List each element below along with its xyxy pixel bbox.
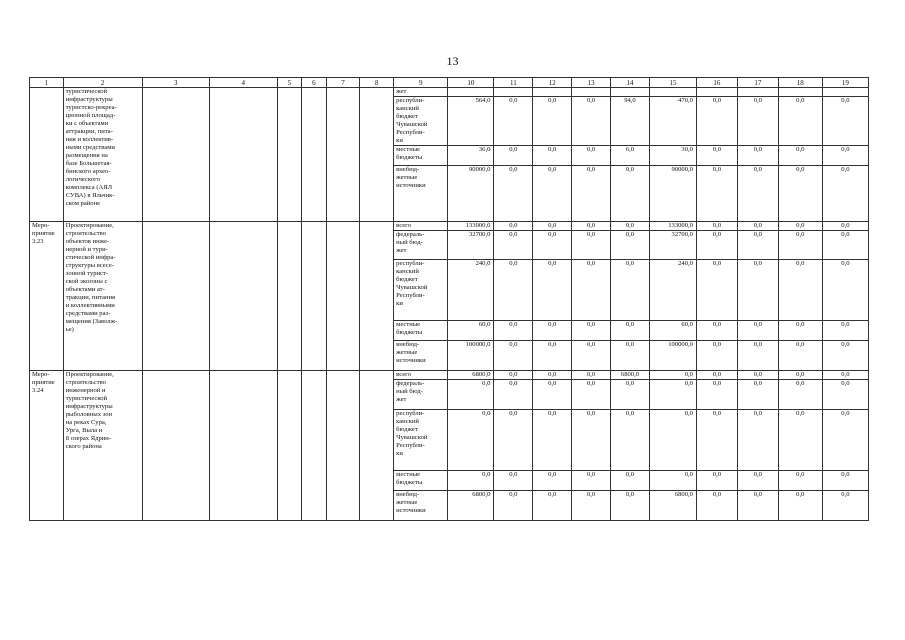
value-cell: 0,0 — [778, 410, 822, 471]
value-cell — [533, 88, 572, 97]
column-number: 10 — [448, 78, 494, 88]
value-cell: 94,0 — [611, 97, 650, 146]
funding-source: республи- канский бюджет Чувашской Республи- ки — [394, 260, 448, 321]
value-cell: 0,0 — [611, 231, 650, 260]
value-cell: 0,0 — [611, 341, 650, 371]
value-cell: 0,0 — [822, 371, 868, 380]
value-cell — [737, 88, 778, 97]
value-cell: 0,0 — [494, 97, 533, 146]
value-cell: 0,0 — [778, 146, 822, 166]
empty-cell — [277, 371, 302, 521]
empty-cell — [142, 222, 210, 371]
column-number: 15 — [649, 78, 696, 88]
value-cell: 0,0 — [822, 410, 868, 471]
funding-source: республи- канский бюджет Чувашской Республи- ки — [394, 410, 448, 471]
value-cell: 0,0 — [822, 146, 868, 166]
empty-cell — [210, 371, 278, 521]
value-cell: 0,0 — [494, 146, 533, 166]
value-cell — [778, 88, 822, 97]
value-cell: 100000,0 — [448, 341, 494, 371]
budget-table — [29, 77, 869, 521]
value-cell: 0,0 — [611, 321, 650, 341]
funding-source: всего — [394, 222, 448, 231]
value-cell: 0,0 — [737, 380, 778, 410]
column-number: 4 — [210, 78, 278, 88]
column-number: 13 — [572, 78, 611, 88]
measure-description: Проектирование, строительство инженерной и туристической инфраструктуры рыболовных зон на реках Сура, Урга, Выла и 8 озерах Ядрин- ского района — [63, 371, 142, 521]
column-number: 16 — [696, 78, 737, 88]
value-cell: 0,0 — [696, 146, 737, 166]
measure-description: туристической инфраструктуры туристско-рекреа- ционной площад- ки с объектами аттракции, пита- ния и коллектив- ными средствами размещения на базе Большетая- бинского архео- логического комплекса (АЯЛ СУВА) в Яльчик- ском районе — [63, 88, 142, 222]
value-cell: 133000,0 — [448, 222, 494, 231]
funding-source: жет — [394, 88, 448, 97]
value-cell: 0,0 — [533, 410, 572, 471]
value-cell: 0,0 — [778, 341, 822, 371]
column-number: 9 — [394, 78, 448, 88]
value-cell: 0,0 — [822, 341, 868, 371]
column-number: 8 — [360, 78, 394, 88]
value-cell: 90000,0 — [649, 166, 696, 222]
value-cell: 564,0 — [448, 97, 494, 146]
empty-cell — [302, 88, 327, 222]
empty-cell — [210, 222, 278, 371]
value-cell: 0,0 — [611, 380, 650, 410]
column-number: 1 — [30, 78, 64, 88]
column-number: 2 — [63, 78, 142, 88]
value-cell: 0,0 — [494, 410, 533, 471]
value-cell: 0,0 — [494, 231, 533, 260]
value-cell — [448, 88, 494, 97]
value-cell: 0,0 — [494, 341, 533, 371]
value-cell: 0,0 — [737, 231, 778, 260]
value-cell: 0,0 — [533, 260, 572, 321]
value-cell: 0,0 — [494, 321, 533, 341]
value-cell: 0,0 — [572, 491, 611, 521]
value-cell: 0,0 — [737, 371, 778, 380]
column-number: 17 — [737, 78, 778, 88]
column-number: 7 — [326, 78, 360, 88]
value-cell: 0,0 — [822, 321, 868, 341]
value-cell: 0,0 — [533, 231, 572, 260]
value-cell — [822, 88, 868, 97]
column-number: 14 — [611, 78, 650, 88]
value-cell: 0,0 — [533, 380, 572, 410]
table-row — [30, 88, 869, 97]
funding-source: внебюд- жетные источники — [394, 491, 448, 521]
value-cell: 0,0 — [696, 231, 737, 260]
funding-source: внебюд- жетные источники — [394, 341, 448, 371]
value-cell: 0,0 — [649, 380, 696, 410]
value-cell: 6800,0 — [448, 371, 494, 380]
value-cell: 0,0 — [572, 341, 611, 371]
value-cell: 470,0 — [649, 97, 696, 146]
value-cell: 90000,0 — [448, 166, 494, 222]
value-cell: 0,0 — [822, 471, 868, 491]
value-cell: 0,0 — [572, 166, 611, 222]
value-cell: 0,0 — [572, 321, 611, 341]
empty-cell — [326, 222, 360, 371]
value-cell: 0,0 — [696, 371, 737, 380]
measure-id: Меро- приятие 3.24 — [30, 371, 64, 521]
empty-cell — [210, 88, 278, 222]
value-cell: 0,0 — [533, 222, 572, 231]
value-cell: 0,0 — [572, 146, 611, 166]
value-cell: 0,0 — [822, 380, 868, 410]
value-cell: 0,0 — [494, 491, 533, 521]
column-number-row — [30, 78, 869, 88]
value-cell: 133000,0 — [649, 222, 696, 231]
empty-cell — [142, 88, 210, 222]
value-cell — [572, 88, 611, 97]
empty-cell — [277, 222, 302, 371]
funding-source: местные бюджеты — [394, 146, 448, 166]
empty-cell — [326, 371, 360, 521]
table-row — [30, 222, 869, 231]
value-cell: 0,0 — [778, 321, 822, 341]
empty-cell — [302, 222, 327, 371]
value-cell: 0,0 — [696, 260, 737, 321]
value-cell: 0,0 — [649, 371, 696, 380]
column-number: 11 — [494, 78, 533, 88]
value-cell: 0,0 — [778, 166, 822, 222]
value-cell: 0,0 — [611, 491, 650, 521]
funding-source: федераль- ный бюд- жет — [394, 380, 448, 410]
column-number: 3 — [142, 78, 210, 88]
value-cell: 0,0 — [533, 321, 572, 341]
empty-cell — [360, 371, 394, 521]
value-cell: 0,0 — [448, 410, 494, 471]
empty-cell — [142, 371, 210, 521]
column-number: 6 — [302, 78, 327, 88]
value-cell: 0,0 — [448, 380, 494, 410]
value-cell: 0,0 — [494, 166, 533, 222]
value-cell: 0,0 — [572, 222, 611, 231]
value-cell: 0,0 — [448, 471, 494, 491]
value-cell: 6800,0 — [649, 491, 696, 521]
value-cell: 0,0 — [696, 97, 737, 146]
value-cell: 0,0 — [822, 166, 868, 222]
value-cell: 0,0 — [611, 410, 650, 471]
value-cell: 0,0 — [572, 380, 611, 410]
value-cell: 0,0 — [533, 166, 572, 222]
value-cell: 0,0 — [494, 380, 533, 410]
measure-id: Меро- приятие 3.23 — [30, 222, 64, 371]
column-number: 18 — [778, 78, 822, 88]
value-cell: 100000,0 — [649, 341, 696, 371]
value-cell: 0,0 — [737, 146, 778, 166]
empty-cell — [302, 371, 327, 521]
value-cell: 0,0 — [533, 341, 572, 371]
value-cell: 0,0 — [572, 471, 611, 491]
value-cell — [696, 88, 737, 97]
value-cell: 0,0 — [494, 471, 533, 491]
value-cell: 0,0 — [533, 146, 572, 166]
value-cell: 0,0 — [572, 231, 611, 260]
value-cell: 0,0 — [533, 97, 572, 146]
value-cell: 0,0 — [696, 410, 737, 471]
value-cell: 30,0 — [649, 146, 696, 166]
value-cell: 6800,0 — [611, 371, 650, 380]
value-cell: 0,0 — [778, 471, 822, 491]
value-cell: 0,0 — [778, 231, 822, 260]
value-cell: 0,0 — [696, 491, 737, 521]
value-cell: 0,0 — [778, 260, 822, 321]
measure-description: Проектирование, строительство объектов инже- нерной и тури- стической инфра- структуры всесе- зонной турист- ской экозоны с объектами ат- тракции, питания и коллективными средствами раз- мещения (Заволж- ье) — [63, 222, 142, 371]
value-cell: 0,0 — [696, 380, 737, 410]
value-cell — [649, 88, 696, 97]
empty-cell — [277, 88, 302, 222]
empty-cell — [326, 88, 360, 222]
value-cell: 0,0 — [778, 371, 822, 380]
value-cell: 0,0 — [737, 260, 778, 321]
measure-id — [30, 88, 64, 222]
funding-source: федераль- ный бюд- жет — [394, 231, 448, 260]
empty-cell — [360, 88, 394, 222]
value-cell: 0,0 — [572, 371, 611, 380]
value-cell: 0,0 — [494, 222, 533, 231]
value-cell: 0,0 — [737, 222, 778, 231]
column-number: 19 — [822, 78, 868, 88]
value-cell: 0,0 — [696, 341, 737, 371]
value-cell: 0,0 — [737, 321, 778, 341]
value-cell: 0,0 — [737, 410, 778, 471]
funding-source: местные бюджеты — [394, 321, 448, 341]
value-cell: 0,0 — [696, 222, 737, 231]
funding-source: внебюд- жетные источники — [394, 166, 448, 222]
funding-source: местные бюджеты — [394, 471, 448, 491]
value-cell: 0,0 — [778, 380, 822, 410]
value-cell: 0,0 — [649, 471, 696, 491]
value-cell: 0,0 — [611, 260, 650, 321]
column-number: 5 — [277, 78, 302, 88]
value-cell — [494, 88, 533, 97]
value-cell: 0,0 — [696, 166, 737, 222]
value-cell: 32700,0 — [649, 231, 696, 260]
value-cell: 0,0 — [737, 491, 778, 521]
value-cell: 0,0 — [649, 410, 696, 471]
value-cell: 240,0 — [448, 260, 494, 321]
table-row — [30, 371, 869, 380]
value-cell: 0,0 — [533, 471, 572, 491]
value-cell: 0,0 — [696, 321, 737, 341]
value-cell: 0,0 — [611, 166, 650, 222]
value-cell: 0,0 — [737, 341, 778, 371]
value-cell: 0,0 — [822, 260, 868, 321]
value-cell: 32700,0 — [448, 231, 494, 260]
column-number: 12 — [533, 78, 572, 88]
value-cell: 0,0 — [611, 222, 650, 231]
empty-cell — [360, 222, 394, 371]
value-cell: 0,0 — [494, 371, 533, 380]
page-number: 13 — [446, 54, 459, 68]
value-cell: 0,0 — [737, 97, 778, 146]
value-cell: 36,0 — [448, 146, 494, 166]
value-cell: 0,0 — [822, 222, 868, 231]
value-cell: 60,0 — [448, 321, 494, 341]
value-cell: 0,0 — [494, 260, 533, 321]
value-cell: 0,0 — [572, 410, 611, 471]
value-cell: 0,0 — [822, 491, 868, 521]
value-cell: 60,0 — [649, 321, 696, 341]
value-cell: 0,0 — [533, 491, 572, 521]
funding-source: всего — [394, 371, 448, 380]
value-cell: 0,0 — [611, 471, 650, 491]
value-cell: 0,0 — [822, 231, 868, 260]
value-cell: 0,0 — [572, 97, 611, 146]
value-cell: 6,0 — [611, 146, 650, 166]
funding-source: республи- канский бюджет Чувашской Республи- ки — [394, 97, 448, 146]
value-cell — [611, 88, 650, 97]
value-cell: 6800,0 — [448, 491, 494, 521]
value-cell: 0,0 — [572, 260, 611, 321]
value-cell: 0,0 — [822, 97, 868, 146]
value-cell: 0,0 — [696, 471, 737, 491]
value-cell: 240,0 — [649, 260, 696, 321]
value-cell: 0,0 — [778, 97, 822, 146]
value-cell: 0,0 — [778, 491, 822, 521]
value-cell: 0,0 — [737, 166, 778, 222]
value-cell: 0,0 — [533, 371, 572, 380]
value-cell: 0,0 — [737, 471, 778, 491]
value-cell: 0,0 — [778, 222, 822, 231]
